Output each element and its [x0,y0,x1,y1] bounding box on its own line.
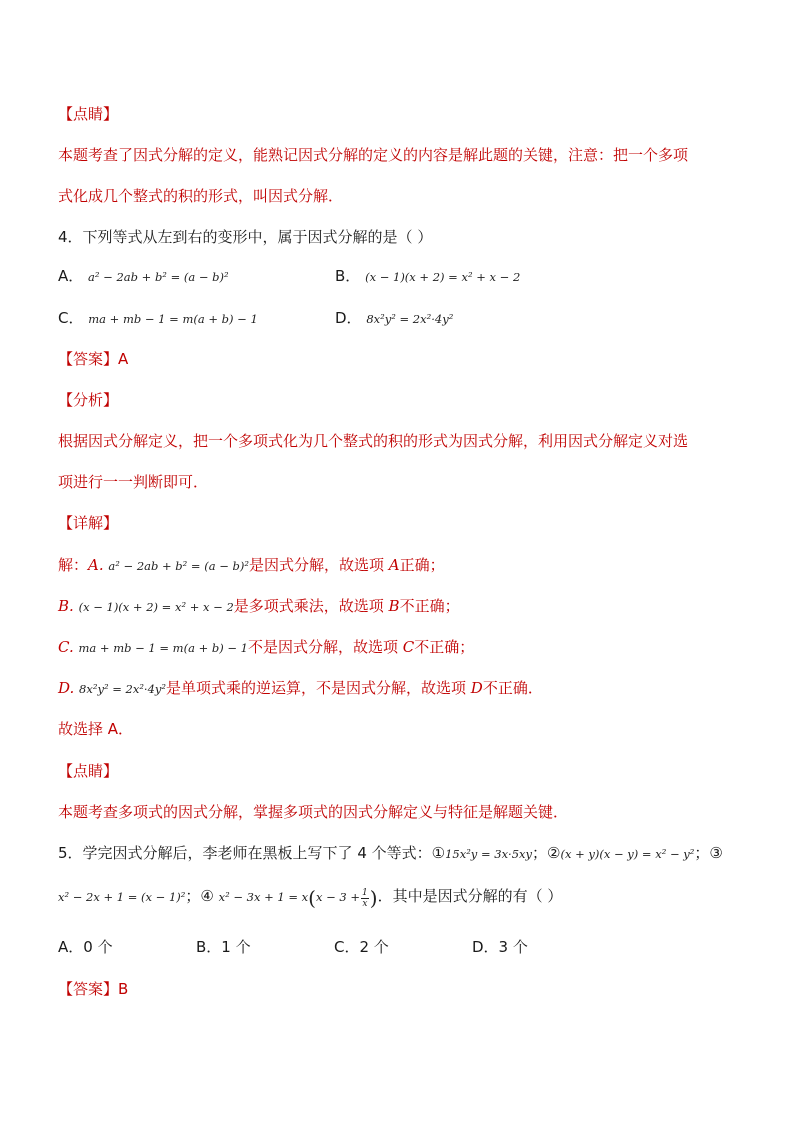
detail-text: 是多项式乘法，故选项 [233,597,389,615]
detail-text2: 不正确； [399,597,460,615]
q4-remark-heading: 【点睛】 [58,762,119,780]
q4-detail-c [58,637,754,658]
fraction-denominator: x [362,898,368,909]
q5-option-b: B．1 个 [196,938,251,956]
detail-expr: ma + mb − 1 = m(a + b) − 1 [78,641,248,655]
detail-text: 不是因式分解，故选项 [248,638,403,656]
q5-stem-line1 [58,843,754,864]
q3-remark-line1: 本题考查了因式分解的定义，能熟记因式分解的定义的内容是解此题的关键，注意：把一个多项 [58,146,689,164]
detail-text2: 不正确． [482,679,543,697]
q5-stem-part2: ．其中是因式分解的有（ ） [377,887,563,905]
q4-option-b [335,266,520,287]
q4-answer: 【答案】A [58,350,129,368]
detail-expr: 8x²y² = 2x²·4y² [79,682,167,696]
q4-conclusion: 故选择 A． [58,720,134,738]
q4-detail-a [58,555,754,576]
q4-analysis-line1: 根据因式分解定义，把一个多项式化为几个整式的积的形式为因式分解，利用因式分解定义对选 [58,432,689,450]
detail-text2: 不正确； [414,638,475,656]
q4-option-a-label: A． [58,267,84,285]
q4-option-d [335,308,453,329]
detail-letter: A. [88,556,104,574]
q4-option-d-label: D． [335,309,362,327]
detail-letter2: C [402,638,415,656]
detail-text: 是因式分解，故选项 [248,556,389,574]
q4-analysis-heading: 【分析】 [58,391,119,409]
detail-letter2: B [388,597,400,615]
fraction-numerator: 1 [362,887,368,898]
q5-eq1: 15x²y = 3x·5xy [445,847,533,861]
q4-detail-d [58,678,754,699]
q5-stem-part1: 5．学完因式分解后，李老师在黑板上写下了 4 个等式：① [58,844,446,862]
detail-letter: C. [58,638,74,656]
detail-letter: D. [58,679,75,697]
detail-letter2: A [388,556,400,574]
q5-eq4-fraction [361,888,369,909]
q5-answer: 【答案】B [58,980,129,998]
detail-prefix: 解： [58,556,89,574]
q4-option-a-expr: a² − 2ab + b² = (a − b)² [88,270,229,284]
q4-option-c-label: C． [58,309,84,327]
q5-eq4 [218,886,378,910]
q5-option-a: A．0 个 [58,938,113,956]
detail-expr: (x − 1)(x + 2) = x² + x − 2 [78,600,234,614]
q4-detail-b [58,596,754,617]
q5-sep2: ；③ [694,844,723,862]
q4-option-d-expr: 8x²y² = 2x²·4y² [366,312,454,326]
q5-option-d: D．3 个 [472,938,528,956]
q5-eq4-left: x² − 3x + 1 = x [218,890,309,904]
q3-remark-heading: 【点睛】 [58,105,119,123]
detail-expr: a² − 2ab + b² = (a − b)² [108,559,249,573]
detail-text2: 正确； [399,556,445,574]
q4-stem: 4．下列等式从左到右的变形中，属于因式分解的是（ ） [58,228,433,246]
q5-stem-line2 [58,886,754,909]
q4-option-b-expr: (x − 1)(x + 2) = x² + x − 2 [365,270,521,284]
q4-detail-heading: 【详解】 [58,514,119,532]
q4-option-c [58,308,258,329]
q3-remark-line2: 式化成几个整式的积的形式，叫因式分解． [58,187,344,205]
detail-letter2: D [470,679,483,697]
detail-text: 是单项式乘的逆运算，不是因式分解，故选项 [166,679,471,697]
q4-option-a [58,266,229,287]
q4-remark: 本题考查多项式的因式分解，掌握多项式的因式分解定义与特征是解题关键． [58,803,569,821]
q5-option-c: C．2 个 [334,938,389,956]
open-paren: ( [308,886,316,910]
q5-sep1: ；② [532,844,561,862]
q4-option-b-label: B． [335,267,361,285]
close-paren: ) [369,886,378,910]
q5-eq3: x² − 2x + 1 = (x − 1)² [58,890,186,904]
q4-option-c-expr: ma + mb − 1 = m(a + b) − 1 [88,312,258,326]
q5-eq2: (x + y)(x − y) = x² − y² [560,847,695,861]
q4-analysis-line2: 项进行一一判断即可． [58,473,209,491]
q5-eq4-inner: x − 3 + [315,890,361,904]
detail-letter: B. [58,597,74,615]
q5-sep3: ；④ [185,887,214,905]
